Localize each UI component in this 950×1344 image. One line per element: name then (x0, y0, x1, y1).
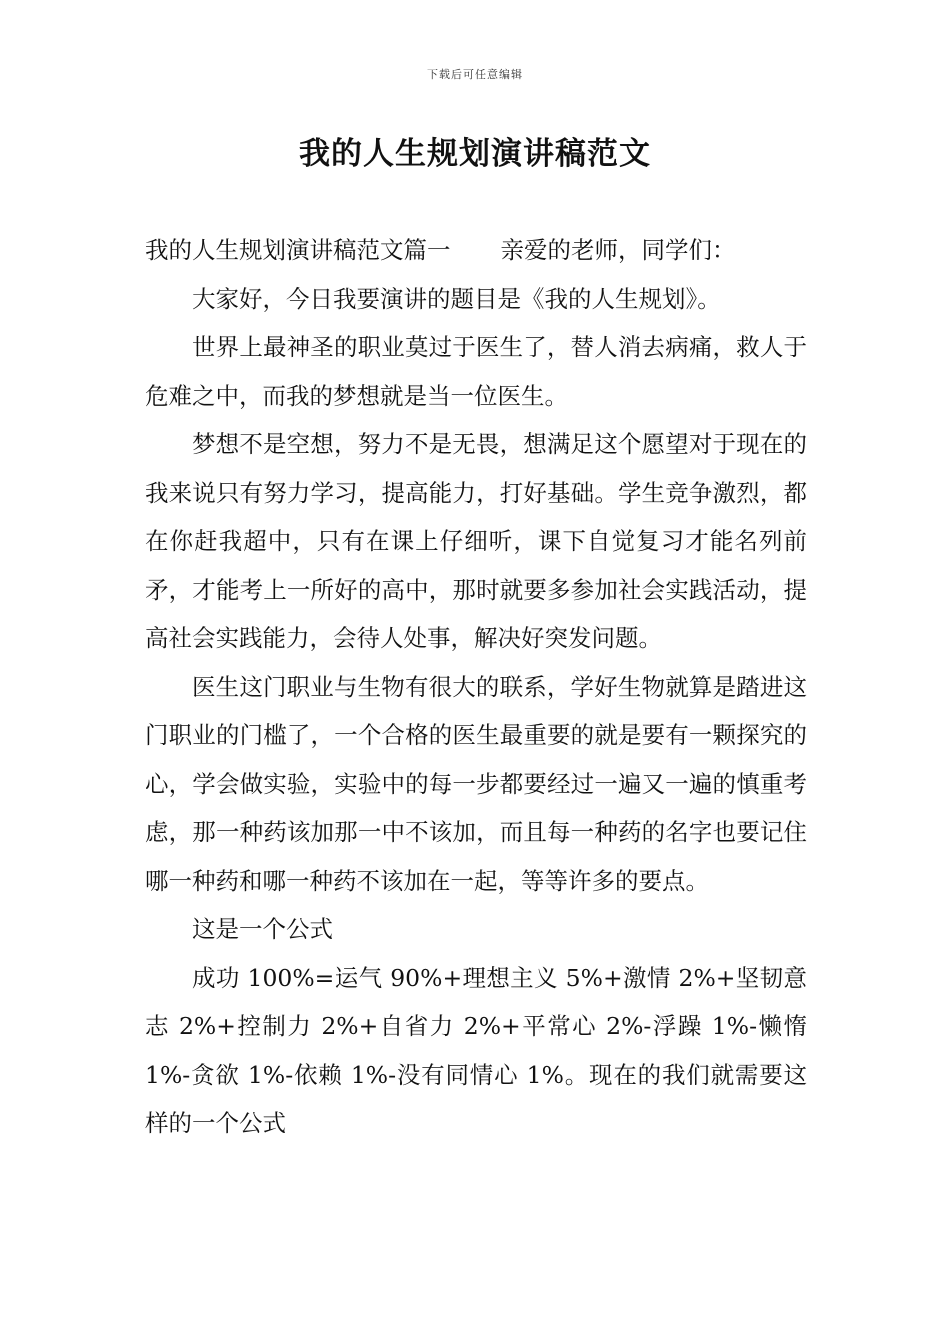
paragraph-greeting: 大家好，今日我要演讲的题目是《我的人生规划》。 (192, 284, 721, 313)
salutation: 亲爱的老师，同学们： (500, 236, 736, 264)
paragraph-effort: 梦想不是空想，努力不是无畏，想满足这个愿望对于现在的我来说只有努力学习，提高能力，打好基础。学生竞争激烈，都在你赶我超中，只有在课上仔细听，课下自觉复习才能名列前矛，才能考上一所好的高中，那时就要多参加社会实践活动，提高社会实践能力，会待人处事，解决好突发问题。 (145, 430, 807, 652)
opening-line (145, 226, 807, 275)
header-note: 下载后可任意编辑 (427, 68, 523, 81)
section-heading: 我的人生规划演讲稿范文篇一 (145, 236, 451, 264)
document-body (145, 226, 807, 1148)
paragraph-biology: 医生这门职业与生物有很大的联系，学好生物就算是踏进这门职业的门槛了，一个合格的医生最重要的就是要有一颗探究的心，学会做实验，实验中的每一步都要经过一遍又一遍的慎重考虑，那一种药该加那一中不该加，而且每一种药的名字也要记住哪一种药和哪一种药不该加在一起，等等许多的要点。 (145, 672, 807, 895)
document-title: 我的人生规划演讲稿范文 (299, 136, 651, 172)
paragraph-formula-intro: 这是一个公式 (192, 915, 333, 943)
paragraph-dream: 世界上最神圣的职业莫过于医生了，替人消去病痛，救人于危难之中，而我的梦想就是当一位医生。 (145, 333, 807, 410)
paragraph-formula: 成功 100%=运气 90%+理想主义 5%+激情 2%+坚韧意志 2%+控制力 2%+自省力 2%+平常心 2%-浮躁 1%-懒惰 1%-贪欲 1%-依赖 1%-没有同情心 1%。现在的我们就需要这样的一个公式 (145, 963, 807, 1137)
